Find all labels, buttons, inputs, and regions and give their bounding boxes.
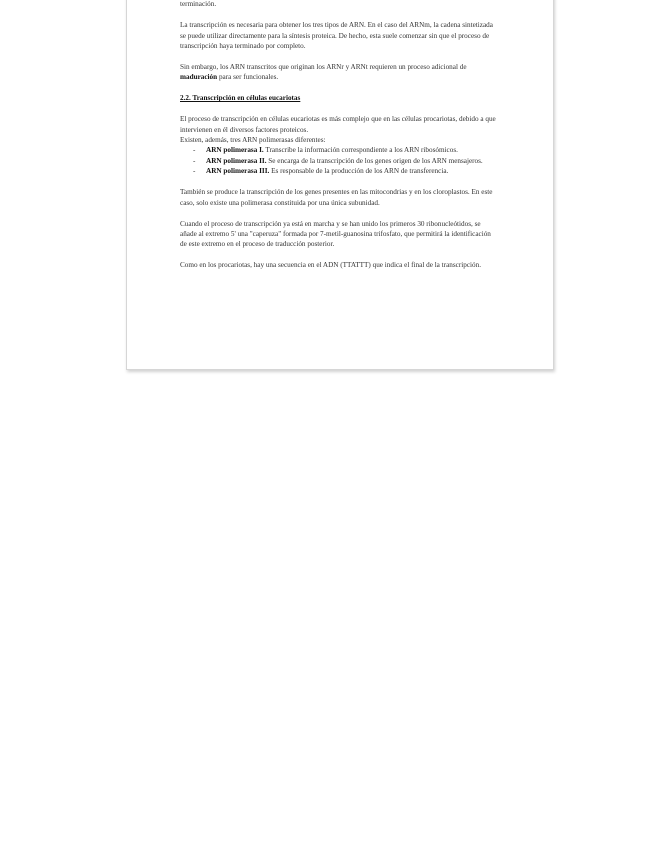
polymerase-description: Es responsable de la producción de los ARN de transferencia. (269, 167, 449, 176)
maturation-term: maduración (180, 73, 218, 82)
list-item (180, 166, 498, 176)
partial-paragraph (180, 0, 498, 10)
page-content (180, 0, 498, 281)
list-bullet: - (193, 146, 196, 155)
polymerase-list (180, 145, 498, 176)
paragraph-termination: Como en los procariotas, hay una secuencia en el ADN (TTATTT) que indica el final de la transcripción. (180, 261, 481, 270)
document-page (126, 0, 554, 370)
list-item (180, 145, 498, 155)
paragraph-transcription-types: La transcripción es necesaria para obtener los tres tipos de ARN. En el caso del ARNm, la cadena sintetizada se puede utilizar directamente para la síntesis proteica. De hecho, esta suele comenzar sin que el proceso de transcripción haya terminado por completo. (180, 21, 493, 51)
maturation-text-pre: Sin embargo, los ARN transcritos que originan los ARNr y ARNt requieren un proceso adicional de (180, 63, 467, 72)
maturation-text-post: para ser funcionales. (217, 73, 279, 82)
list-item (180, 156, 498, 166)
paragraph-organelles: También se produce la transcripción de los genes presentes en las mitocondrias y en los cloroplastos. En este caso, solo existe una polimerasa constituida por una única subunidad. (180, 188, 493, 207)
polymerase-name: ARN polimerasa III. (206, 167, 270, 176)
list-bullet: - (193, 167, 196, 176)
polymerase-description: Se encarga de la transcripción de los genes origen de los ARN mensajeros. (266, 156, 483, 165)
polymerase-name: ARN polimerasa II. (206, 156, 267, 165)
paragraph-capping: Cuando el proceso de transcripción ya está en marcha y se han unido los primeros 30 ribonucleótidos, se añade al extremo 5' una "caperuza" formada por 7-metil-guanosina trifosfato, que permitirá la identificación de este extremo en el proceso de traducción posterior. (180, 219, 491, 249)
polymerase-description: Transcribe la información correspondiente a los ARN ribosómicos. (263, 146, 458, 155)
section-intro-line: El proceso de transcripción en células eucariotas es más complejo que en las células procariotas, debido a que intervienen en él diversos factores proteicos. (180, 115, 496, 134)
list-bullet: - (193, 156, 196, 165)
section-heading: 2.2. Transcripción en células eucariotas (180, 94, 301, 103)
partial-line-2: terminación. (180, 0, 217, 9)
paragraph-maturation (180, 62, 498, 83)
polymerase-name: ARN polimerasa I. (206, 146, 264, 155)
section-intro-line: Existen, además, tres ARN polimerasas diferentes: (180, 136, 326, 145)
